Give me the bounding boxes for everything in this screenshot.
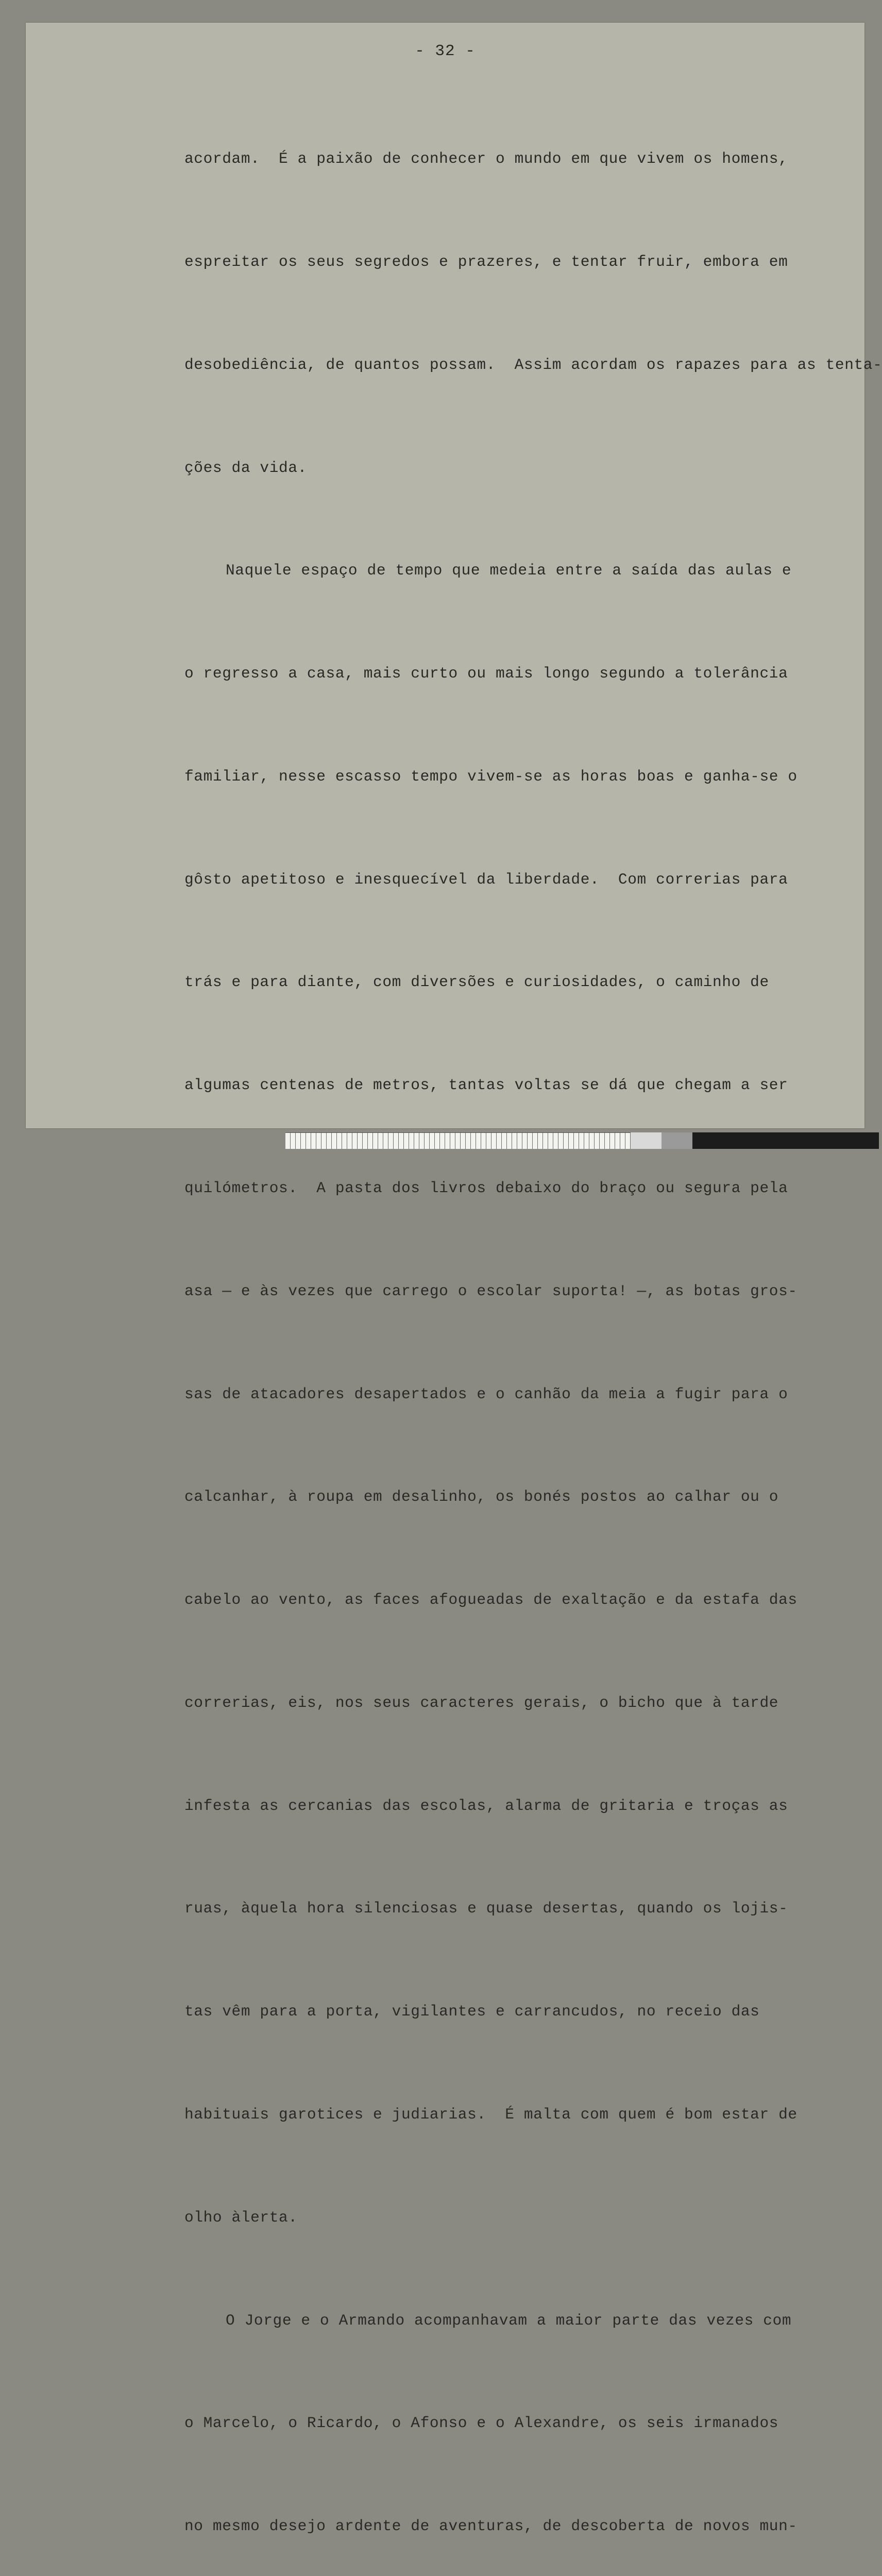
text-line: acordam. É a paixão de conhecer o mundo em que vivem os homens, <box>184 150 788 168</box>
text-line: cabelo ao vento, as faces afogueadas de exaltação e da estafa das <box>184 1591 798 1609</box>
text-line: trás e para diante, com diversões e curiosidades, o caminho de <box>184 973 769 991</box>
text-line: olho àlerta. <box>184 2208 298 2226</box>
text-line: familiar, nesse escasso tempo vivem-se as horas boas e ganha-se o <box>184 767 798 785</box>
text-line: O Jorge e o Armando acompanhavam a maior parte das vezes com <box>226 2311 792 2329</box>
text-line: tas vêm para a porta, vigilantes e carrancudos, no receio das <box>184 2003 760 2021</box>
ruler-scale <box>285 1132 631 1149</box>
manuscript-page <box>26 23 882 2535</box>
text-line: correrias, eis, nos seus caracteres gerais, o bicho que à tarde <box>184 1693 779 1711</box>
gray-scale-patches <box>631 1132 879 1149</box>
text-line: desobediência, de quantos possam. Assim acordam os rapazes para as tenta- <box>184 355 882 374</box>
text-line: Naquele espaço de tempo que medeia entre a saída das aulas e <box>226 562 792 580</box>
text-line: no mesmo desejo ardente de aventuras, de descoberta de novos mun- <box>184 2517 798 2535</box>
text-line: habituais garotices e judiarias. É malta com quem é bom estar de <box>184 2106 798 2124</box>
text-line: asa — e às vezes que carrego o escolar suporta! —, as botas gros- <box>184 1282 798 1300</box>
text-line: algumas centenas de metros, tantas voltas se dá que chegam a ser <box>184 1076 788 1094</box>
color-calibration-scale <box>285 1132 879 1149</box>
text-line: gôsto apetitoso e inesquecível da liberdade. Com correrias para <box>184 870 788 888</box>
text-line: ruas, àquela hora silenciosas e quase desertas, quando os lojis- <box>184 1900 788 1918</box>
text-line: o Marcelo, o Ricardo, o Afonso e o Alexandre, os seis irmanados <box>184 2414 779 2432</box>
text-line: ções da vida. <box>184 459 307 477</box>
text-line: infesta as cercanias das escolas, alarma de gritaria e troças as <box>184 1797 788 1815</box>
text-line: quilómetros. A pasta dos livros debaixo do braço ou segura pela <box>184 1179 788 1197</box>
text-line: espreitar os seus segredos e prazeres, e tentar fruir, embora em <box>184 252 788 270</box>
page-number: - 32 - <box>415 42 476 60</box>
text-line: o regresso a casa, mais curto ou mais longo segundo a tolerância <box>184 665 788 683</box>
typed-text-body <box>184 73 882 2576</box>
text-line: sas de atacadores desapertados e o canhão da meia a fugir para o <box>184 1385 788 1403</box>
text-line: calcanhar, à roupa em desalinho, os bonés postos ao calhar ou o <box>184 1488 779 1506</box>
